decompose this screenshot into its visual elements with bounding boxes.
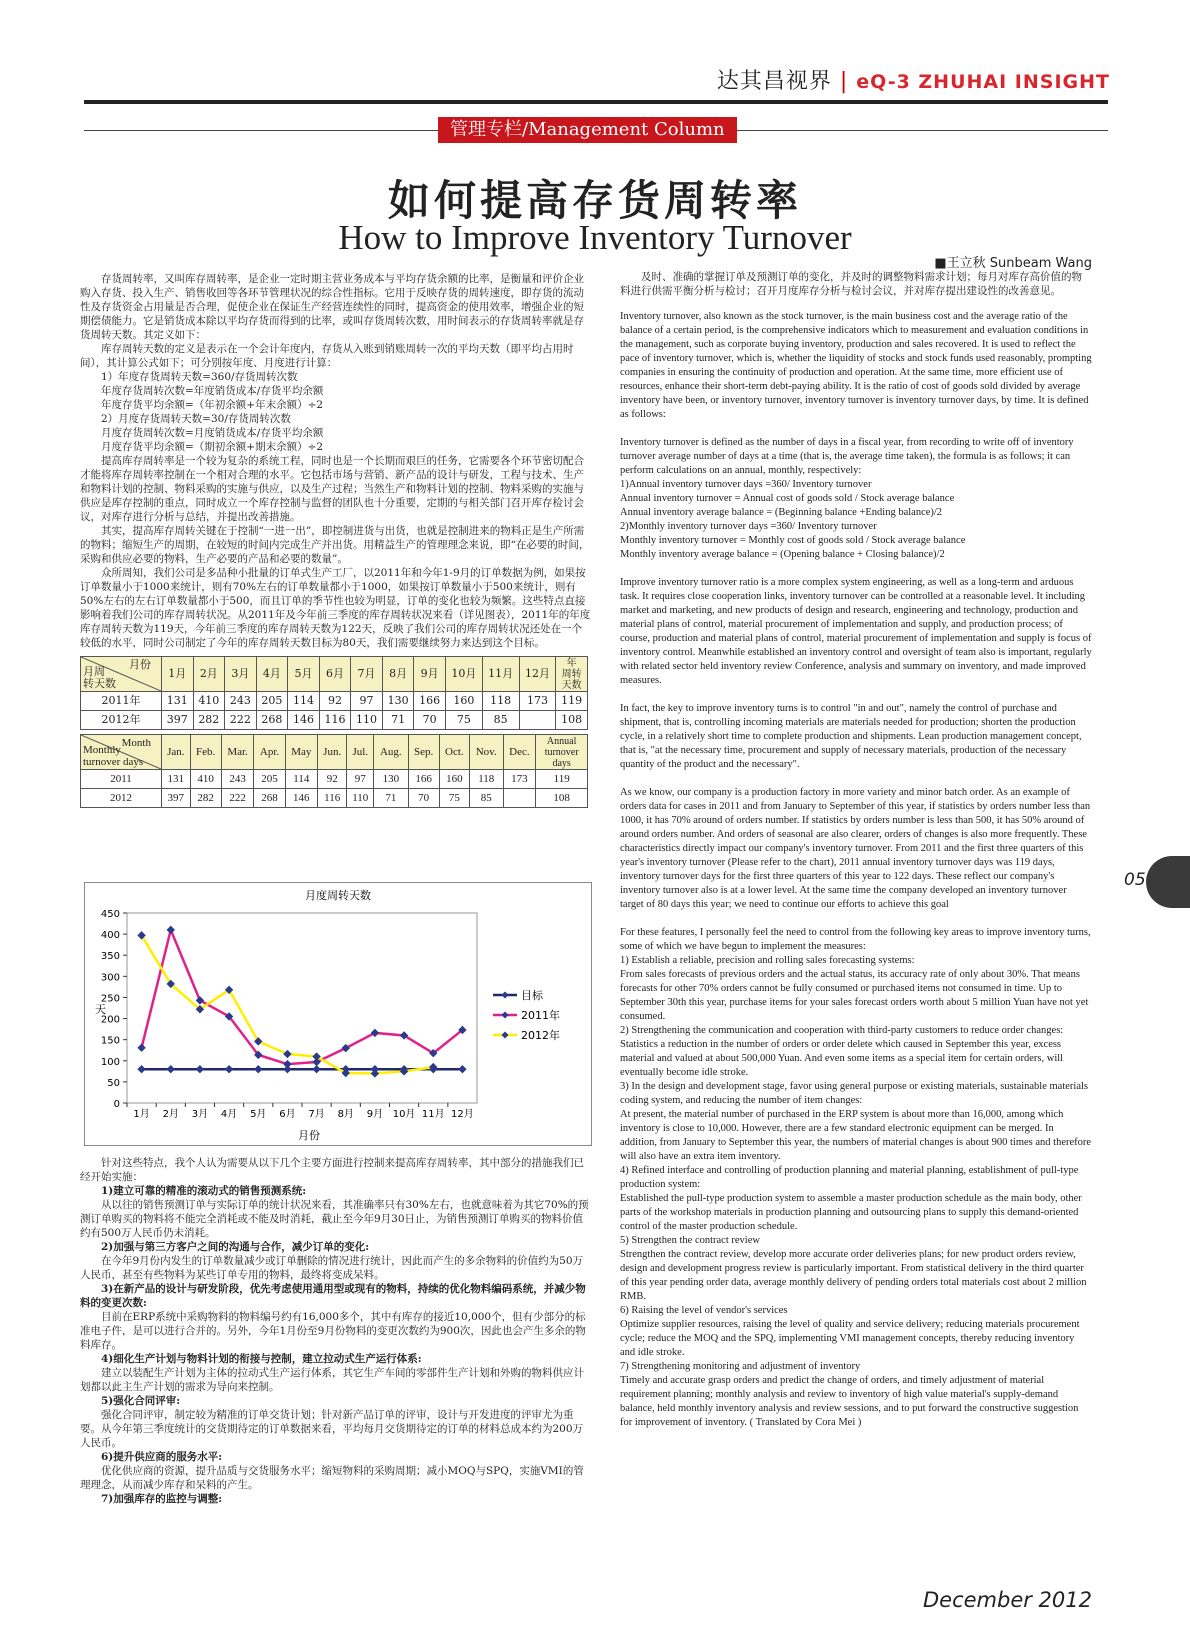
month-header: 1月 (162, 657, 194, 692)
table-row (81, 789, 588, 808)
table-cell: 85 (469, 789, 503, 808)
header-rule (84, 100, 1108, 104)
month-header: 6月 (319, 657, 351, 692)
legend-marker (502, 1012, 509, 1019)
footer-date: December 2012 (922, 1588, 1092, 1612)
table-cell: 118 (482, 692, 519, 711)
x-tick-label: 12月 (451, 1109, 474, 1120)
cn-paragraph: 其实，提高库存周转关键在于控制“一进一出”，即控制进货与出货，也就是控制进来的物料正是生产所需的物料；缩短生产的周期，在较短的时间内完成生产并出货。用精益生产的管理理念来说，即“在必要的时间，采购和供应必要的物料，生产必要的产品和必要的数量”。 (80, 525, 590, 565)
month-header: Dec. (503, 735, 536, 770)
row-label: 2011年 (81, 692, 162, 711)
en-measure-body: At present, the material number of purchased in the ERP system is about more than 16,000, among which inventory is close to 10,000. However, there are a few standard electronic equipment can be merged. In addition, from January to September this year, the numbers of material changes is about 900 times and therefore will also have an extra item inventory. (620, 1109, 1092, 1162)
measure-body: 在今年9月份内发生的订单数量减少或订单删除的情况进行统计，因此而产生的多余物料的价值约为50万人民币，甚至有些物料为某些订单专用的物料，最终将变成呆料。 (80, 1255, 584, 1281)
month-header: 3月 (225, 657, 257, 692)
en-paragraph: As we know, our company is a production factory in more variety and minor batch order. As an example of orders data for cases in 2011 and from January to September of this year, if statistics by orders number less than 1000, it has 70% around of orders number. If statistics by orders number is less than 500, it has 50% around of around orders number. And orders of seasonal are also clearer, orders of changes is also more frequently. These characteristics directly impact our company's inventory turnover. From 2011 and the first three quarters of this year's inventory turnover (Please refer to the chart), 2011 annual inventory turnover days was 119 days, inventory turnover days for the first three quarters of this year to 122 days. These reflect our company's inventory turnover also is at a lower level. At the same time the company developed an inventory turnover target of 80 days this year; we need to continue our efforts to achieve this goal (620, 787, 1091, 910)
table-cell: 116 (319, 711, 351, 730)
en-formula: Monthly inventory average balance = (Opening balance + Closing balance)/2 (620, 549, 945, 560)
month-header: Mar. (221, 735, 254, 770)
en-formula: 1)Annual inventory turnover days =360/ Inventory turnover (620, 479, 872, 490)
legend-marker (502, 1032, 509, 1039)
table-row (81, 711, 588, 730)
corner-top-label: 月份 (129, 658, 151, 671)
cn-paragraph: 针对这些特点，我个人认为需要从以下几个主要方面进行控制来提高库存周转率，其中部分的措施我们已经开始实施： (80, 1157, 584, 1183)
en-measure-body: Statistics a reduction in the number of orders or order delete which caused in September this year, excess material and valued at about 500,000 Yuan. And even some items as a special item for certain orders, will eventually become idle stroke. (620, 1039, 1064, 1078)
row-label: 2012 (81, 789, 162, 808)
table-corner (81, 657, 162, 692)
measure-body: 优化供应商的资源，提升品质与交货服务水平；缩短物料的采购周期；减小MOQ与SPQ，实施VMI的管理理念，从而减少库存和呆料的产生。 (80, 1465, 584, 1491)
x-tick-label: 11月 (421, 1109, 445, 1120)
measure-body: 从以往的销售预测订单与实际订单的统计状况来看，其准确率只有30%左右，也就意味着为其它70%的预测订单购买的物料将不能完全消耗或不能及时消耗，截止至今年9月30日止，为销售预测订单购买的物料价值约有500万人民币仍未消耗。 (80, 1199, 589, 1239)
brand-separator: | (839, 69, 849, 94)
table-cell: 71 (382, 711, 414, 730)
measure-body: 建立以装配生产计划为主体的拉动式生产运行体系，其它生产车间的零部件生产计划和外购的物料供应计划都以此主生产计划的需求为导向来控制。 (80, 1367, 584, 1393)
left-column-measures (80, 1156, 592, 1506)
x-tick-label: 3月 (191, 1109, 209, 1120)
table-cell: 160 (445, 692, 482, 711)
table-cell: 110 (347, 789, 374, 808)
legend-label: 目标 (521, 989, 543, 1002)
month-header: 12月 (519, 657, 556, 692)
x-tick-label: 4月 (220, 1109, 238, 1120)
en-formula: 2)Monthly inventory turnover days =360/ Inventory turnover (620, 521, 877, 532)
annual-header: Annual turnover days (536, 735, 588, 770)
table-cell: 410 (193, 692, 225, 711)
turnover-table-cn (80, 656, 588, 730)
en-formula: Annual inventory turnover = Annual cost of goods sold / Stock average balance (620, 493, 955, 504)
en-measure-heading: 1) Establish a reliable, precision and rolling sales forecasting systems: (620, 955, 915, 966)
en-formula: Monthly inventory turnover = Monthly cost of goods sold / Stock average balance (620, 535, 966, 546)
table-cell: 85 (482, 711, 519, 730)
measure-heading: 6)提升供应商的服务水平: (101, 1451, 223, 1463)
table-cell-annual: 119 (556, 692, 588, 711)
header-brand (717, 64, 1110, 95)
en-measure-body: Established the pull-type production system to assemble a master production schedule as the main body, other parts of the workshop materials in production planning and outsourcing plans to supply this demand-oriented control of the master production schedule. (620, 1193, 1082, 1232)
left-column (80, 272, 592, 808)
measure-heading: 3)在新产品的设计与研发阶段，优先考虑使用通用型或现有的物料，持续的优化物料编码系统，并减少物料的变更次数: (80, 1283, 586, 1309)
y-tick-label: 250 (100, 993, 120, 1005)
table-cell-annual: 108 (536, 789, 588, 808)
month-header: 8月 (382, 657, 414, 692)
cn-paragraph: 众所周知，我们公司是多品种小批量的订单式生产工厂，以2011年和今年1-9月的订单数据为例，如果按订单数量小于1000来统计，则有70%左右的订单数量都小于1000，如果按订单数量小于500来统计，则有50%左右的左右订单数量都小于500，而且订单的季节性也较为明显，订单的变化也较为频繁。这些特点直接影响着我们公司的库存周转状况。从2011年及今年前三季度的库存周转状况来看（详见图表），2011年的年度库存周转天数为119天，今年前三季度的库存周转天数为122天，反映了我们公司的库存周转状况还处在一个较低的水平，同时公司制定了今年的库存周转天数目标为80天，我们需要继续努力来达到这个目标。 (80, 567, 591, 649)
chart-title: 月度周转天数 (305, 889, 371, 902)
en-paragraph: Inventory turnover is defined as the number of days in a fiscal year, from recording to write off of inventory turnover average number of days at a time (that is, the average time taken), the formula is as follows; it can perform calculations on an annual, monthly, respectively: (620, 437, 1074, 476)
brand-en: eQ-3 ZHUHAI INSIGHT (856, 71, 1110, 93)
en-measure-heading: 5) Strengthen the contract review (620, 1235, 760, 1246)
chart-xlabel: 月份 (298, 1129, 320, 1142)
measure-heading: 2)加强与第三方客户之间的沟通与合作，减少订单的变化: (101, 1241, 370, 1253)
table-cell: 75 (445, 711, 482, 730)
y-tick-label: 200 (100, 1014, 120, 1026)
table-cell: 205 (254, 770, 285, 789)
month-header: Sep. (408, 735, 439, 770)
month-header: Feb. (190, 735, 221, 770)
turnover-table-en (80, 734, 588, 808)
table-cell: 282 (193, 711, 225, 730)
measure-body: 强化合同评审，制定较为精准的订单交货计划；针对新产品订单的评审，设计与开发进度的评审尤为重要。从今年第三季度统计的交货期待定的订单数据来看，平均每月交货期待定的订单的材料总成本约为200万人民币。 (80, 1409, 584, 1449)
cn-formula: 2）月度存货周转天数=30/存货周转次数 (101, 413, 291, 425)
en-paragraph: Inventory turnover, also known as the stock turnover, is the main business cost and the average ratio of the balance of a certain period, is the comprehensive indicators which to measurement and evaluation conditions in the management, such as corporate buying inventory, production and sales recovered. It is used to reflect the pace of inventory turnover, which is, whether the liquidity of stocks and stock funds used reasonably, prompting companies in ensuring the continuity of production and operation. At the same time, more efficient use of resources, enhance their short-term debt-paying ability. It is the ratio of cost of goods sold divided by average inventory have been, or inventory turnover, inventory turnover is inventory turnover days, by time. It is defined as follows: (620, 311, 1092, 420)
month-header: 9月 (414, 657, 446, 692)
table-cell: 166 (414, 692, 446, 711)
month-header: Apr. (254, 735, 285, 770)
table-cell: 70 (408, 789, 439, 808)
x-tick-label: 2月 (162, 1109, 179, 1120)
table-corner (81, 735, 162, 770)
corner-top-label: Month (121, 737, 151, 749)
measure-heading: 5)强化合同评审: (101, 1395, 181, 1407)
month-header: May (285, 735, 317, 770)
chart-ylabel: 天 (95, 1003, 106, 1016)
table-cell: 131 (162, 692, 194, 711)
table-cell: 282 (190, 789, 221, 808)
table-cell: 173 (503, 770, 536, 789)
table-cell-annual: 119 (536, 770, 588, 789)
y-tick-label: 300 (100, 972, 120, 984)
x-tick-label: 5月 (250, 1109, 267, 1120)
x-tick-label: 1月 (133, 1109, 150, 1120)
article-title-cn: 如何提高存货周转率 (387, 176, 802, 225)
en-measure-heading: 7) Strengthening monitoring and adjustment of inventory (620, 1361, 861, 1372)
author-byline: ■王立秋 Sunbeam Wang (934, 256, 1092, 271)
en-measure-body: From sales forecasts of previous orders and the actual status, its accuracy rate of only about 30%. That means forecasts for other 70% orders cannot be fully consumed or purchased items not consumed in time. Up to September 30th this year, purchase items for your sales forecast orders worth about 5 million Yuan have not yet consumed. (620, 969, 1089, 1022)
page-number: 05 (1124, 870, 1146, 890)
y-tick-label: 450 (100, 909, 120, 920)
page-number-tab (1146, 856, 1190, 908)
cn-formula: 月度存货平均余额=（期初余额+期末余额）÷2 (101, 441, 324, 453)
table-cell: 70 (414, 711, 446, 730)
table-cell: 118 (469, 770, 503, 789)
measure-heading: 4)细化生产计划与物料计划的衔接与控制，建立拉动式生产运行体系: (101, 1353, 422, 1365)
table-cell-annual: 108 (556, 711, 588, 730)
table-cell: 75 (439, 789, 469, 808)
table-cell (503, 789, 536, 808)
en-paragraph: For these features, I personally feel the need to control from the following key areas to improve inventory turns, some of which we have begun to implement the measures: (620, 927, 1091, 952)
y-tick-label: 350 (100, 951, 120, 963)
month-header: Jul. (347, 735, 374, 770)
table-cell: 268 (256, 711, 288, 730)
en-measure-body: Optimize supplier resources, raising the level of quality and service delivery; reducing materials procurement cycle; reduce the MOQ and the SPQ, implementing VMI management concepts, thereby reducing inventory and idle stroke. (620, 1319, 1080, 1358)
month-header: 10月 (445, 657, 482, 692)
table-cell: 160 (439, 770, 469, 789)
corner-bottom-label: 月周 转天数 (83, 665, 116, 690)
cn-formula: 月度存货周转次数=月度销货成本/存货平均余额 (101, 427, 324, 439)
column-tag: 管理专栏/Management Column (438, 117, 737, 143)
measure-heading: 7)加强库存的监控与调整: (101, 1493, 223, 1505)
x-tick-label: 9月 (366, 1109, 384, 1120)
table-cell: 116 (317, 789, 346, 808)
month-header: Jun. (317, 735, 346, 770)
y-tick-label: 400 (100, 930, 120, 942)
table-cell: 222 (225, 711, 257, 730)
month-header: Oct. (439, 735, 469, 770)
month-header: 4月 (256, 657, 288, 692)
month-header: 2月 (193, 657, 225, 692)
cn-paragraph: 存货周转率，又叫库存周转率，是企业一定时期主营业务成本与平均存货余额的比率，是衡量和评价企业购入存货、投入生产、销售收回等各环节管理状况的综合性指标。它用于反映存货的周转速度，即存货的流动性及存货资金占用量是否合理，促使企业在保证生产经营连续性的同时，提高资金的使用效率，增强企业的短期偿债能力。它是销货成本除以平均存货而得到的比率，或叫存货周转次数，用时间表示的存货周转率就是存货周转天数。其定义如下： (80, 273, 584, 341)
table-cell: 166 (408, 770, 439, 789)
y-tick-label: 150 (100, 1035, 120, 1047)
en-measure-heading: 6) Raising the level of vendor's services (620, 1305, 788, 1316)
table-row (81, 770, 588, 789)
table-cell: 114 (285, 770, 317, 789)
x-tick-label: 8月 (337, 1109, 354, 1120)
month-header: 11月 (482, 657, 519, 692)
table-cell: 110 (351, 711, 383, 730)
y-tick-label: 100 (100, 1056, 120, 1068)
table-cell: 397 (162, 789, 191, 808)
en-formula: Annual inventory average balance = (Beginning balance +Ending balance)/2 (620, 507, 943, 518)
measure-body: 目前在ERP系统中采购物料的物料编号约有16,000多个，其中有库存的接近10,000个，但有少部分的标准电子件，是可以进行合并的。另外，今年1月份至9月份物料的变更次数约为900次，因此也会产生多余的物料库存。 (80, 1311, 586, 1351)
table-cell: 410 (190, 770, 221, 789)
chart-plot-area (101, 909, 477, 1120)
table-cell: 92 (319, 692, 351, 711)
en-paragraph: Improve inventory turnover ratio is a more complex system engineering, as well as a long-term and arduous task. It requires close cooperation links, inventory turnover can be controlled at a reasonable level. It including market and marketing, and new products of design and research, engineering and technology, production and material plans of control, material procurement of implementation and supply, and production process; of course, production and material plans of control, material procurement of implementation and supply is focus of inventory control. Meanwhile established an inventory control and oversight of team also is important, regularly with related sector held inventory review Conference, analysis and summary on inventory, and made improved measures. (620, 577, 1092, 686)
cn-formula: 1）年度存货周转天数=360/存货周转次数 (101, 371, 298, 383)
cn-formula: 年度存货平均余额=（年初余额+年末余额）÷2 (101, 399, 324, 411)
row-label: 2011 (81, 770, 162, 789)
table-cell: 114 (288, 692, 320, 711)
table-cell: 97 (347, 770, 374, 789)
y-tick-label: 0 (113, 1099, 120, 1110)
table-cell: 173 (519, 692, 556, 711)
plot-frame (127, 913, 477, 1103)
table-cell: 92 (317, 770, 346, 789)
month-header: 7月 (351, 657, 383, 692)
en-measure-body: Timely and accurate grasp orders and predict the change of orders, and timely adjustment of material requirement planning; monthly analysis and review to inventory of high value material's supply-demand balance, held monthly inventory analysis and review sessions, and to put forward the constructive suggestion for improvement of inventory. ( Translated by Cora Mei ) (620, 1375, 1079, 1428)
table-row (81, 692, 588, 711)
table-cell: 130 (374, 770, 409, 789)
table-cell: 146 (285, 789, 317, 808)
cn-paragraph-continued: 及时、准确的掌握订单及预测订单的变化，并及时的调整物料需求计划；每月对库存高价值的物料进行供需平衡分析与检讨；召开月度库存分析与检讨会议，并对库存提出建设性的改善意见。 (620, 271, 1082, 297)
cn-formula: 年度存货周转次数=年度销货成本/存货平均余额 (101, 385, 324, 397)
brand-cn: 达其昌视界 (716, 69, 832, 94)
chart-svg (85, 883, 591, 1145)
month-header: Jan. (162, 735, 191, 770)
y-tick-label: 50 (107, 1077, 120, 1089)
en-measure-heading: 2) Strengthening the communication and cooperation with third-party customers to reduce order changes: (620, 1025, 1064, 1036)
month-header: Aug. (374, 735, 409, 770)
x-tick-label: 6月 (279, 1109, 296, 1120)
en-measure-heading: 4) Refined interface and controlling of production planning and material planning, establishment of pull-type production system: (620, 1165, 1079, 1190)
table-cell: 97 (351, 692, 383, 711)
month-header: 5月 (288, 657, 320, 692)
en-measure-body: Strengthen the contract review, develop more accurate order deliveries plans; for new product orders review, design and development progress review is particularly important. From statistical delivery in the third quarter of this year pending order data, average monthly delivery of pending orders total materials cost about 2 million RMB. (620, 1249, 1087, 1302)
table-cell: 205 (256, 692, 288, 711)
table-cell: 71 (374, 789, 409, 808)
table-cell: 243 (225, 692, 257, 711)
right-column (620, 270, 1092, 1430)
row-label: 2012年 (81, 711, 162, 730)
table-cell: 397 (162, 711, 194, 730)
table-cell: 131 (162, 770, 191, 789)
cn-paragraph: 库存周转天数的定义是表示在一个会计年度内，存货从入账到销账周转一次的平均天数（即平均占用时间），其计算公式如下；可分别按年度、月度进行计算： (80, 343, 574, 369)
legend-label: 2012年 (521, 1029, 560, 1042)
turnover-chart (84, 882, 592, 1146)
cn-paragraph: 提高库存周转率是一个较为复杂的系统工程，同时也是一个长期而艰巨的任务，它需要各个环节密切配合才能将库存周转率控制在一个相对合理的水平。它包括市场与营销、新产品的设计与研发，工程与技术、生产和物料计划的控制、物料采购的实施与供应，以及生产过程；当然生产和物料计划的控制、物料采购的实施与供应是库存控制的重点，同时成立一个库存控制与监督的团队也十分重要，定期的与相关部门召开库存检讨会议，对库存进行分析与总结，并提出改善措施。 (80, 455, 584, 523)
table-cell: 222 (221, 789, 254, 808)
chart-legend (493, 988, 560, 1042)
en-paragraph: In fact, the key to improve inventory turns is to control "in and out", namely the control of purchase and shipment, that is, controlling incoming materials are materials needed for production; shorten the production cycle, in a relatively short time to complete production and shipments. Lean production management concept, that is, "at the necessary time, procurement and supply of necessary materials, production of the necessary quantity of the product and the necessary". (620, 703, 1082, 770)
table-cell: 146 (288, 711, 320, 730)
table-cell: 130 (382, 692, 414, 711)
month-header: Nov. (469, 735, 503, 770)
en-measure-heading: 3) In the design and development stage, favor using general purpose or existing materials, sustainable materials coding system, and reducing the number of item changes: (620, 1081, 1088, 1106)
table-cell: 268 (254, 789, 285, 808)
measure-heading: 1)建立可靠的精准的滚动式的销售预测系统: (101, 1185, 307, 1197)
table-cell (519, 711, 556, 730)
article-title-en: How to Improve Inventory Turnover (338, 218, 852, 257)
annual-header: 年 周转 天数 (556, 657, 588, 692)
x-tick-label: 10月 (392, 1109, 416, 1120)
x-tick-label: 7月 (308, 1109, 325, 1120)
legend-marker (502, 992, 509, 999)
legend-label: 2011年 (521, 1009, 560, 1022)
table-cell: 243 (221, 770, 254, 789)
corner-bottom-label: Monthly turnover days (83, 744, 144, 768)
